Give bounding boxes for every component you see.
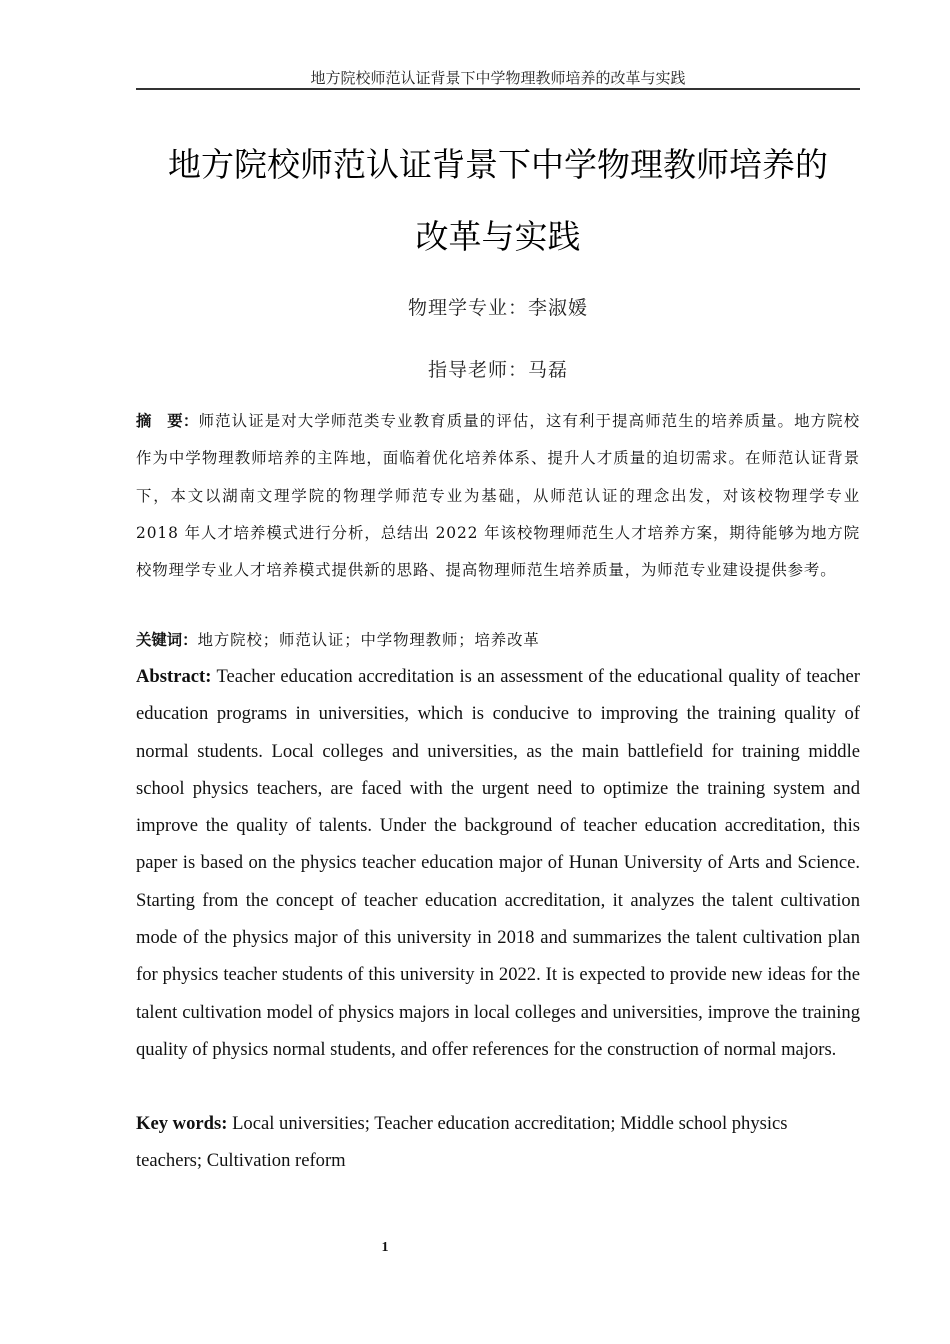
chinese-keywords-label: 关键词：: [136, 631, 198, 649]
advisor-line: 指导老师：马磊: [427, 359, 568, 381]
paper-title-line-1: 地方院校师范认证背景下中学物理教师培养的: [168, 145, 828, 184]
english-keywords: [136, 1105, 816, 1180]
english-abstract: [136, 658, 860, 1068]
english-abstract-label: Abstract:: [136, 666, 212, 687]
english-keywords-label: Key words:: [136, 1113, 228, 1134]
chinese-abstract: [136, 403, 860, 589]
running-header: 地方院校师范认证背景下中学物理教师培养的改革与实践: [310, 69, 686, 87]
chinese-keywords: [136, 625, 860, 655]
paper-title-line-2: 改革与实践: [415, 217, 581, 256]
chinese-abstract-label: 摘 要：: [136, 412, 199, 430]
english-keywords-text: Local universities; Teacher education accreditation; Middle school physics teachers; Cultivation reform: [136, 1113, 788, 1172]
chinese-keywords-text: 地方院校；师范认证；中学物理教师；培养改革: [197, 631, 540, 649]
header-rule: [136, 88, 860, 90]
chinese-abstract-text: 师范认证是对大学师范类专业教育质量的评估，这有利于提高师范生的培养质量。地方院校作为中学物理教师培养的主阵地，面临着优化培养体系、提升人才质量的迫切需求。在师范认证背景下，本文以湖南文理学院的物理学师范专业为基础，从师范认证的理念出发，对该校物理学专业 2018 年人才培养模式进行分析，总结出 2022 年该校物理师范生人才培养方案，期待能够为地方院校物理学专业人才培养模式提供新的思路、提高物理师范生培养质量，为师范专业建设提供参考。: [136, 412, 860, 580]
english-abstract-text: Teacher education accreditation is an assessment of the educational quality of teacher education programs in universities, which is conducive to improving the training quality of normal students. Local colleges and universities, as the main battlefield for training middle school physics teachers, are faced with the urgent need to optimize the training system and improve the quality of talents. Under the background of teacher education accreditation, this paper is based on the physics teacher education major of Hunan University of Arts and Science. Starting from the concept of teacher education accreditation, it analyzes the talent cultivation mode of the physics major of this university in 2018 and summarizes the talent cultivation plan for physics teacher students of this university in 2022. It is expected to provide new ideas for the talent cultivation model of physics majors in local colleges and universities, improve the training quality of physics normal students, and offer references for the construction of normal majors.: [136, 666, 860, 1060]
author-major-line: 物理学专业：李淑媛: [407, 297, 588, 319]
page-number: 1: [381, 1240, 389, 1255]
